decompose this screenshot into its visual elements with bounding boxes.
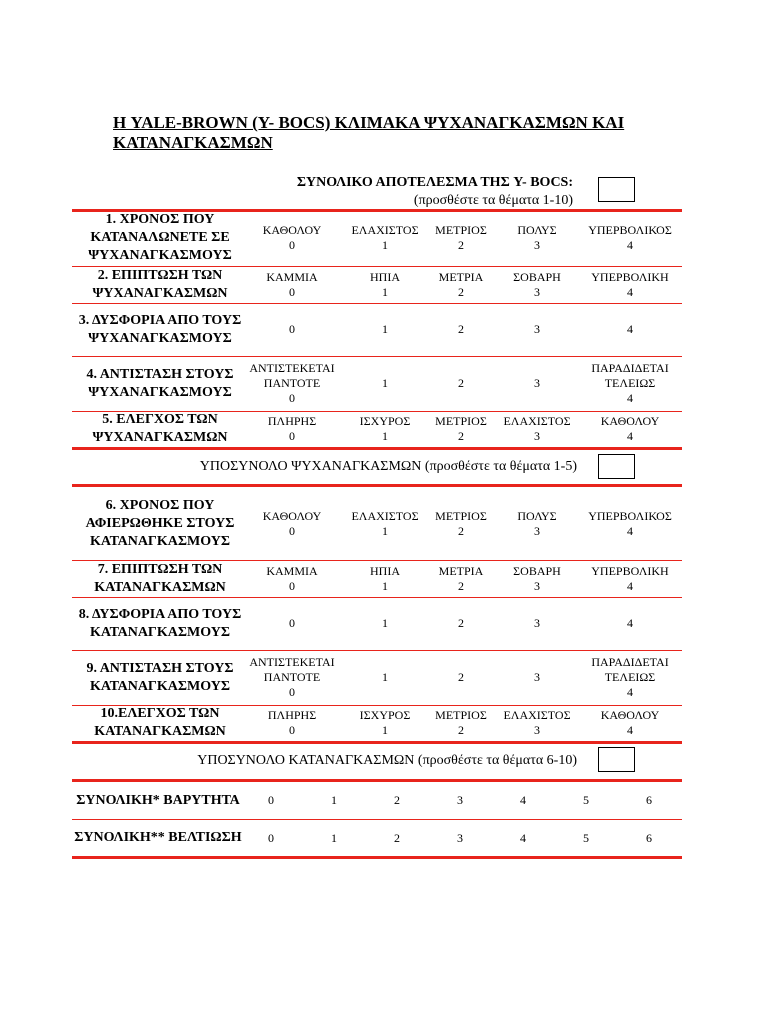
item-label: 9. ΑΝΤΙΣΤΑΣΗ ΣΤΟΥΣ ΚΑΤΑΝΑΓΚΑΣΜΟΥΣ (86, 660, 234, 694)
divider-line (72, 303, 682, 304)
global-improvement-value[interactable]: 5 (583, 830, 589, 845)
rating-option[interactable] (246, 655, 338, 700)
rating-option[interactable] (382, 376, 388, 391)
rating-option[interactable] (263, 509, 322, 539)
total-score-title: ΣΥΝΟΛΙΚΟ ΑΠΟΤΕΛΕΣΜΑ ΤΗΣ Y- BOCS: (296, 175, 573, 190)
rating-option-text: ΙΣΧΥΡΟΣ (359, 708, 411, 722)
rating-option[interactable] (435, 509, 487, 539)
rating-option-text: ΕΛΑΧΙΣΤΟΣ (351, 223, 419, 237)
rating-option[interactable] (266, 564, 317, 594)
rating-option-score: 2 (458, 238, 464, 252)
rating-option[interactable] (268, 708, 316, 738)
rating-option[interactable] (289, 322, 295, 337)
obsessions-subtotal-label: ΥΠΟΣΥΝΟΛΟ ΨΥΧΑΝΑΓΚΑΣΜΩΝ (προσθέστε τα θέματα 1-5) (199, 459, 577, 474)
rating-option-text: ΚΑΘΟΛΟΥ (600, 708, 660, 722)
rating-option-score: 3 (534, 616, 540, 630)
global-improvement-value[interactable]: 1 (331, 830, 337, 845)
rating-option-score: 0 (288, 238, 295, 252)
rating-option-score: 0 (289, 616, 295, 630)
rating-option[interactable] (360, 414, 411, 444)
rating-option-score: 1 (382, 670, 388, 684)
rating-option-score: 4 (627, 284, 633, 299)
rating-option[interactable] (351, 509, 418, 539)
rating-option[interactable] (351, 223, 418, 253)
rating-option-text: ΕΛΑΧΙΣΤΟΣ (503, 708, 571, 722)
obsessions-subtotal-box[interactable] (598, 454, 635, 479)
total-score-note: (προσθέστε τα θέματα 1-10) (413, 193, 573, 208)
rating-option-score: 3 (534, 376, 540, 390)
rating-option[interactable] (534, 322, 540, 337)
rating-option-text: ΠΛΗΡΗΣ (267, 414, 317, 428)
compulsions-subtotal-label: ΥΠΟΣΥΝΟΛΟ ΚΑΤΑΝΑΓΚΑΣΜΩΝ (προσθέστε τα θέματα 6-10) (197, 753, 577, 768)
rating-option[interactable] (266, 270, 317, 300)
rating-option[interactable] (601, 708, 660, 738)
rating-option-text: ΑΝΤΙΣΤΕΚΕΤΑΙ ΠΑΝΤΟΤΕ (249, 655, 335, 684)
rating-option[interactable] (534, 670, 540, 685)
rating-option[interactable] (370, 564, 400, 594)
rating-option-text: ΜΕΤΡΙΑ (438, 269, 484, 284)
item-label: 8. ΔΥΣΦΟΡΙΑ ΑΠΟ ΤΟΥΣ ΚΑΤΑΝΑΓΚΑΣΜΟΥΣ (78, 606, 242, 640)
rating-option-text: ΚΑΘΟΛΟΥ (262, 508, 322, 523)
rating-option[interactable] (435, 708, 487, 738)
divider-line (72, 597, 682, 598)
rating-option-text: ΥΠΕΡΒΟΛΙΚΟΣ (588, 508, 672, 523)
global-severity-value[interactable]: 2 (394, 793, 400, 807)
compulsions-subtotal-box[interactable] (598, 747, 635, 772)
rating-option-text: ΚΑΜΜΙΑ (266, 563, 318, 578)
item-label: 4. ΑΝΤΙΣΤΑΣΗ ΣΤΟΥΣ ΨΥΧΑΝΑΓΚΑΣΜΟΥΣ (86, 366, 234, 400)
rating-option[interactable] (382, 322, 388, 337)
rating-option-text: ΑΝΤΙΣΤΕΚΕΤΑΙ ΠΑΝΤΟΤΕ (249, 361, 335, 390)
rating-option-text: ΠΑΡΑΔΙΔΕΤΑΙ ΤΕΛΕΙΩΣ (591, 361, 669, 390)
rating-option-score: 3 (533, 238, 540, 252)
rating-option-score: 2 (457, 578, 464, 593)
divider-line (72, 650, 682, 651)
rating-option-text: ΠΟΛΥΣ (517, 508, 557, 523)
rating-option[interactable] (439, 564, 484, 594)
rating-option-text: ΜΕΤΡΙΟΣ (435, 508, 487, 523)
rating-option-text: ΚΑΘΟΛΟΥ (600, 414, 660, 428)
divider-line (72, 484, 682, 487)
global-improvement-value[interactable]: 3 (457, 830, 463, 845)
global-improvement-value[interactable]: 4 (520, 830, 526, 845)
rating-option-score: 4 (627, 616, 633, 630)
scale-title: Η YALE-BROWN (Y- BOCS) ΚΛΙΜΑΚΑ ΨΥΧΑΝΑΓΚΑΣΜΩΝ ΚΑΙ ΚΑΤΑΝΑΓΚΑΣΜΩΝ (113, 113, 625, 152)
rating-option[interactable] (268, 414, 316, 444)
divider-line (72, 819, 682, 820)
rating-option-score: 3 (534, 322, 540, 336)
divider-line (72, 856, 682, 859)
rating-option-score: 1 (381, 723, 388, 737)
rating-option[interactable] (439, 270, 484, 300)
rating-option-score: 0 (288, 723, 295, 737)
rating-option[interactable] (584, 361, 676, 406)
rating-option[interactable] (503, 708, 570, 738)
rating-option-score: 3 (533, 429, 540, 443)
rating-option[interactable] (360, 708, 411, 738)
rating-option-text: ΣΟΒΑΡΗ (513, 563, 561, 578)
rating-option-score: 3 (533, 284, 540, 299)
total-score-label (220, 174, 573, 210)
rating-option-text: ΜΕΤΡΙΑ (438, 563, 484, 578)
item-label: 3. ΔΥΣΦΟΡΙΑ ΑΠΟ ΤΟΥΣ ΨΥΧΑΝΑΓΚΑΣΜΟΥΣ (78, 312, 242, 346)
rating-option-score: 0 (289, 322, 295, 336)
rating-option-score: 1 (381, 523, 388, 538)
rating-option-text: ΠΑΡΑΔΙΔΕΤΑΙ ΤΕΛΕΙΩΣ (591, 655, 669, 684)
rating-option[interactable] (458, 376, 464, 391)
rating-option[interactable] (289, 616, 295, 631)
global-severity-value[interactable]: 4 (520, 793, 526, 807)
rating-option-text: ΥΠΕΡΒΟΛΙΚΟΣ (588, 223, 672, 237)
rating-option-score: 4 (627, 391, 633, 405)
divider-line (72, 741, 682, 744)
rating-option-score: 0 (289, 284, 295, 299)
rating-option[interactable] (627, 616, 633, 631)
rating-option-text: ΚΑΜΜΙΑ (266, 269, 318, 284)
rating-option-text: ΥΠΕΡΒΟΛΙΚΗ (591, 563, 669, 578)
rating-option[interactable] (382, 670, 388, 685)
rating-option-score: 2 (458, 723, 464, 737)
rating-option[interactable] (601, 414, 660, 444)
global-severity-value[interactable]: 1 (331, 793, 337, 807)
rating-option[interactable] (584, 655, 676, 700)
rating-option-score: 3 (533, 723, 540, 737)
rating-option[interactable] (246, 361, 338, 406)
global-improvement-value[interactable]: 6 (646, 830, 652, 845)
rating-option-score: 1 (382, 578, 388, 593)
rating-option-score: 0 (289, 685, 295, 699)
global-improvement-label: ΣΥΝΟΛΙΚΗ** ΒΕΛΤΙΩΣΗ (74, 830, 242, 845)
rating-option[interactable] (382, 616, 388, 631)
rating-option-score: 0 (289, 578, 295, 593)
rating-option-text: ΕΛΑΧΙΣΤΟΣ (351, 508, 419, 523)
rating-option-text: ΜΕΤΡΙΟΣ (435, 223, 487, 237)
rating-option-score: 3 (533, 523, 540, 538)
rating-option-score: 2 (457, 284, 464, 299)
rating-option-score: 2 (458, 322, 464, 336)
rating-option-score: 0 (288, 429, 295, 443)
rating-option-score: 4 (627, 685, 633, 699)
item-label: 2. ΕΠΙΠΤΩΣΗ ΤΩΝ ΨΥΧΑΝΑΓΚΑΣΜΩΝ (92, 267, 228, 301)
rating-option-text: ΠΟΛΥΣ (517, 223, 557, 237)
rating-option[interactable] (435, 223, 487, 253)
rating-option-score: 4 (627, 322, 633, 336)
divider-line (72, 779, 682, 782)
rating-option[interactable] (263, 223, 322, 253)
rating-option-score: 2 (458, 429, 464, 443)
divider-line (72, 356, 682, 357)
divider-line (72, 447, 682, 450)
rating-option[interactable] (591, 564, 668, 594)
rating-option-score: 0 (288, 523, 295, 538)
global-severity-value[interactable]: 6 (646, 793, 652, 807)
rating-option-score: 2 (458, 670, 464, 684)
rating-option[interactable] (534, 376, 540, 391)
rating-option-text: ΣΟΒΑΡΗ (513, 269, 561, 284)
rating-option[interactable] (513, 270, 561, 300)
item-label: 6. ΧΡΟΝΟΣ ΠΟΥ ΑΦΙΕΡΩΘΗΚΕ ΣΤΟΥΣ ΚΑΤΑΝΑΓΚΑΣΜΟΥΣ (85, 497, 235, 549)
item-label: 5. ΕΛΕΓΧΟΣ ΤΩΝ ΨΥΧΑΝΑΓΚΑΣΜΩΝ (92, 412, 228, 445)
global-severity-label: ΣΥΝΟΛΙΚΗ* ΒΑΡΥΤΗΤΑ (76, 792, 240, 808)
item-label: 1. ΧΡΟΝΟΣ ΠΟΥ ΚΑΤΑΝΑΛΩΝΕΤΕ ΣΕ ΨΥΧΑΝΑΓΚΑΣΜΟΥΣ (88, 212, 232, 263)
rating-option-score: 0 (289, 391, 295, 405)
rating-option[interactable] (588, 223, 672, 253)
rating-option-score: 1 (381, 238, 388, 252)
rating-option-text: ΗΠΙΑ (370, 563, 400, 578)
rating-option[interactable] (627, 322, 633, 337)
rating-option-text: ΜΕΤΡΙΟΣ (435, 708, 487, 722)
global-severity-value[interactable]: 0 (268, 793, 274, 807)
rating-option-text: ΗΠΙΑ (370, 269, 400, 284)
rating-option-score: 1 (382, 284, 388, 299)
rating-option[interactable] (435, 414, 487, 444)
rating-option[interactable] (588, 509, 672, 539)
rating-option[interactable] (458, 670, 464, 685)
global-severity-value[interactable]: 3 (457, 793, 463, 807)
rating-option[interactable] (370, 270, 400, 300)
rating-option[interactable] (534, 616, 540, 631)
rating-option-score: 1 (382, 376, 388, 390)
rating-option[interactable] (513, 564, 561, 594)
rating-option-score: 1 (382, 616, 388, 630)
rating-option-score: 4 (627, 578, 633, 593)
rating-option-score: 2 (458, 376, 464, 390)
rating-option-score: 3 (533, 578, 540, 593)
global-improvement-value[interactable]: 0 (268, 830, 274, 845)
rating-option-text: ΕΛΑΧΙΣΤΟΣ (503, 414, 571, 428)
global-severity-value[interactable]: 5 (583, 793, 589, 807)
total-score-box[interactable] (598, 177, 635, 202)
rating-option-score: 4 (627, 238, 633, 252)
rating-option-text: ΙΣΧΥΡΟΣ (359, 414, 411, 428)
item-label: 10.ΕΛΕΓΧΟΣ ΤΩΝ ΚΑΤΑΝΑΓΚΑΣΜΩΝ (94, 706, 226, 739)
rating-option-score: 1 (381, 429, 388, 443)
rating-option-score: 1 (382, 322, 388, 336)
rating-option-text: ΚΑΘΟΛΟΥ (262, 223, 322, 237)
rating-option[interactable] (503, 414, 570, 444)
rating-option[interactable] (458, 616, 464, 631)
rating-option[interactable] (517, 223, 556, 253)
rating-option[interactable] (591, 270, 668, 300)
rating-option-score: 4 (626, 429, 633, 443)
rating-option-score: 3 (534, 670, 540, 684)
rating-option-score: 2 (458, 616, 464, 630)
global-improvement-value[interactable]: 2 (394, 830, 400, 845)
rating-option-text: ΠΛΗΡΗΣ (267, 708, 317, 722)
rating-option-score: 4 (626, 723, 633, 737)
rating-option-text: ΜΕΤΡΙΟΣ (435, 414, 487, 428)
rating-option[interactable] (458, 322, 464, 337)
rating-option-score: 2 (458, 523, 464, 538)
rating-option-text: ΥΠΕΡΒΟΛΙΚΗ (591, 269, 669, 284)
rating-option[interactable] (517, 509, 556, 539)
rating-option-score: 4 (627, 523, 633, 538)
item-label: 7. ΕΠΙΠΤΩΣΗ ΤΩΝ ΚΑΤΑΝΑΓΚΑΣΜΩΝ (94, 561, 226, 595)
